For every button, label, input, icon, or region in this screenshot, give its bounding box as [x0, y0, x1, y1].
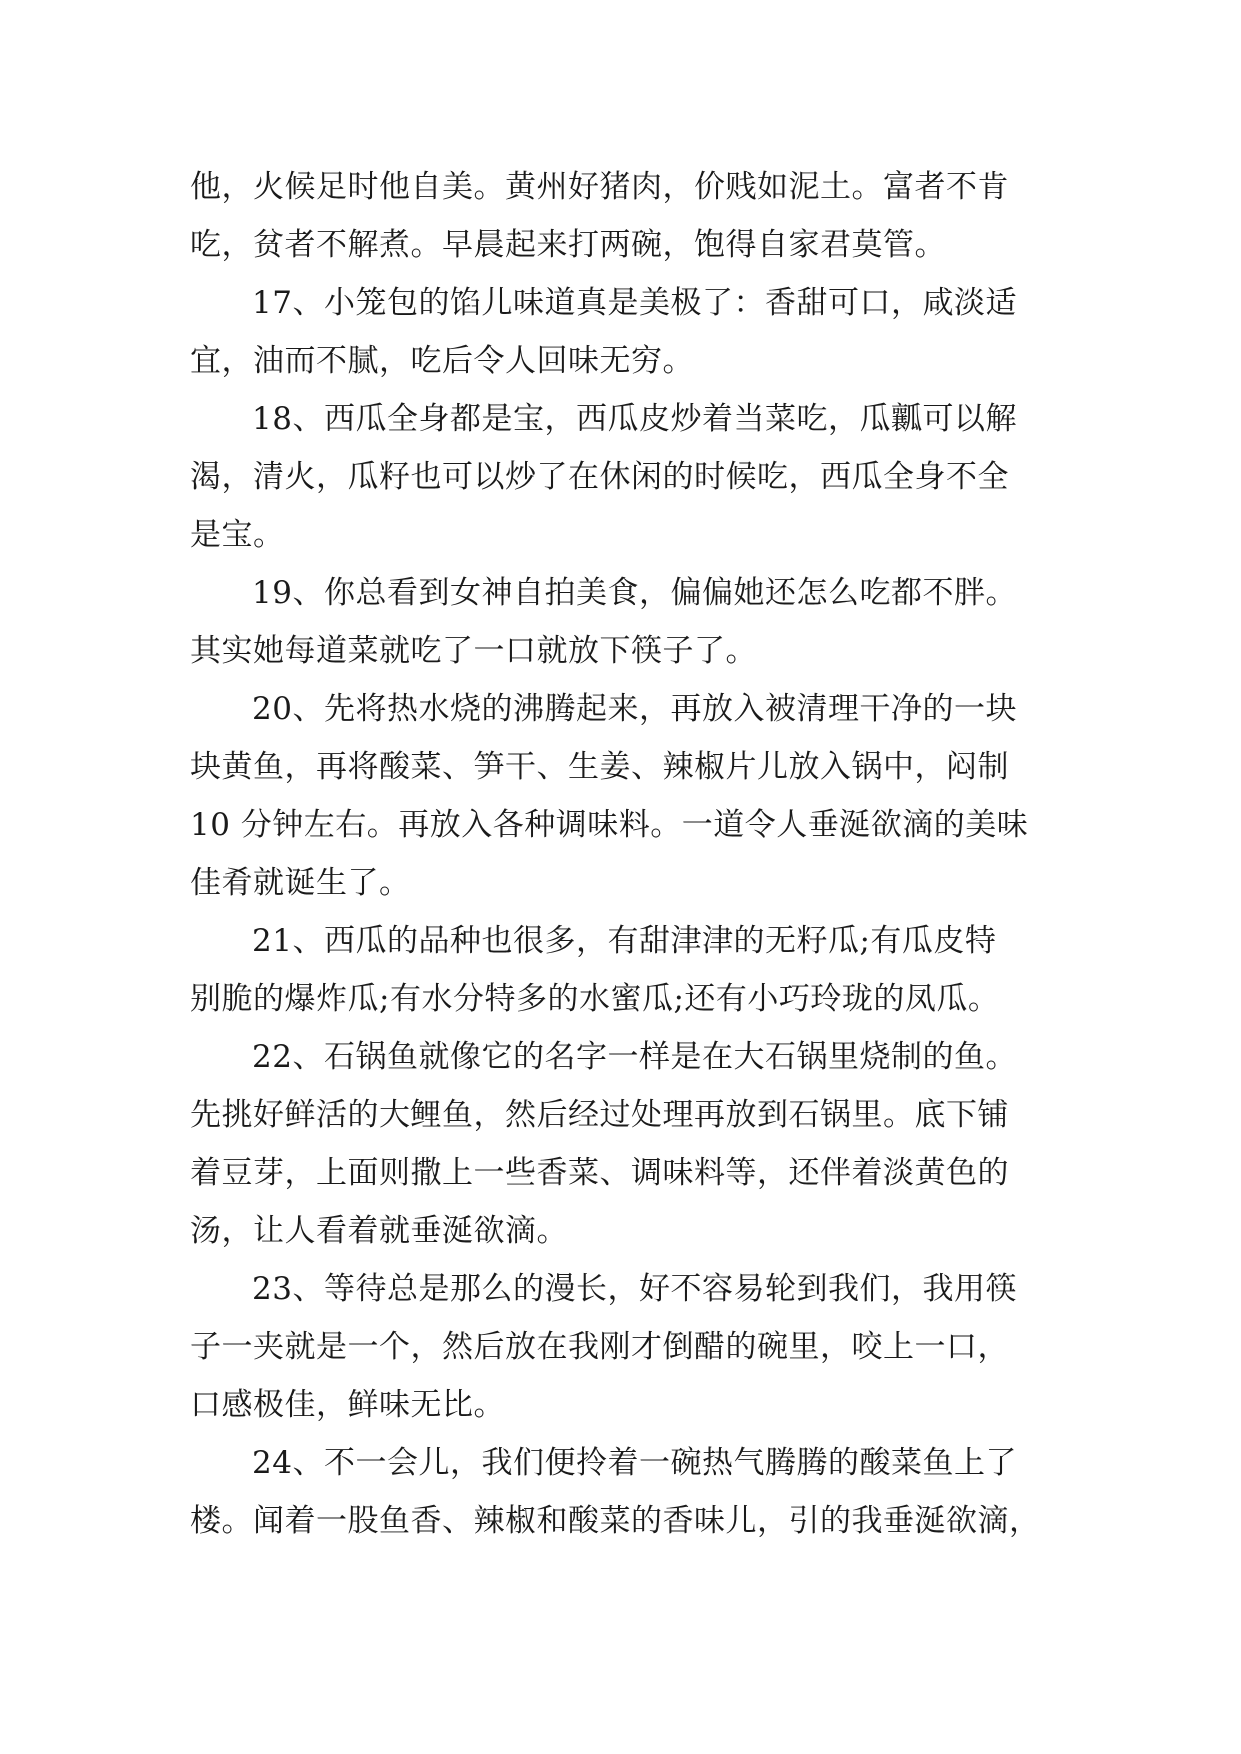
text-line: 子一夹就是一个，然后放在我刚才倒醋的碗里，咬上一口，	[190, 1329, 1009, 1365]
paragraph-start-20: 20、先将热水烧的沸腾起来，再放入被清理干净的一块	[252, 691, 1017, 727]
text-line: 其实她每道菜就吃了一口就放下筷子了。	[190, 633, 757, 669]
paragraph-start-19: 19、你总看到女神自拍美食，偏偏她还怎么吃都不胖。	[252, 575, 1017, 611]
text-line: 先挑好鲜活的大鲤鱼，然后经过处理再放到石锅里。底下铺	[190, 1097, 1009, 1133]
text-line: 是宝。	[190, 517, 285, 553]
text-line: 块黄鱼，再将酸菜、笋干、生姜、辣椒片儿放入锅中，闷制	[190, 749, 1009, 785]
text-line: 吃，贫者不解煮。早晨起来打两碗，饱得自家君莫管。	[190, 227, 946, 263]
text-line: 着豆芽，上面则撒上一些香菜、调味料等，还伴着淡黄色的	[190, 1155, 1009, 1191]
text-line: 佳肴就诞生了。	[190, 865, 411, 901]
text-line: 别脆的爆炸瓜;有水分特多的水蜜瓜;还有小巧玲珑的凤瓜。	[190, 981, 1000, 1017]
paragraph-start-18: 18、西瓜全身都是宝，西瓜皮炒着当菜吃，瓜瓤可以解	[252, 401, 1017, 437]
paragraph-start-21: 21、西瓜的品种也很多，有甜津津的无籽瓜;有瓜皮特	[252, 923, 997, 959]
paragraph-start-24: 24、不一会儿，我们便拎着一碗热气腾腾的酸菜鱼上了	[252, 1445, 1017, 1481]
text-line: 口感极佳，鲜味无比。	[190, 1387, 505, 1423]
document-body	[190, 158, 1052, 1550]
paragraph-start-22: 22、石锅鱼就像它的名字一样是在大石锅里烧制的鱼。	[252, 1039, 1017, 1075]
text-line: 他，火候足时他自美。黄州好猪肉，价贱如泥土。富者不肯	[190, 169, 1009, 205]
paragraph-start-23: 23、等待总是那么的漫长，好不容易轮到我们，我用筷	[252, 1271, 1017, 1307]
text-line: 楼。闻着一股鱼香、辣椒和酸菜的香味儿，引的我垂涎欲滴，	[190, 1503, 1041, 1539]
paragraph-start-17: 17、小笼包的馅儿味道真是美极了：香甜可口，咸淡适	[252, 285, 1017, 321]
text-line: 汤，让人看着就垂涎欲滴。	[190, 1213, 568, 1249]
text-line: 渴，清火，瓜籽也可以炒了在休闲的时候吃，西瓜全身不全	[190, 459, 1009, 495]
text-line: 宜，油而不腻，吃后令人回味无穷。	[190, 343, 694, 379]
text-line: 10 分钟左右。再放入各种调味料。一道令人垂涎欲滴的美味	[190, 807, 1029, 843]
